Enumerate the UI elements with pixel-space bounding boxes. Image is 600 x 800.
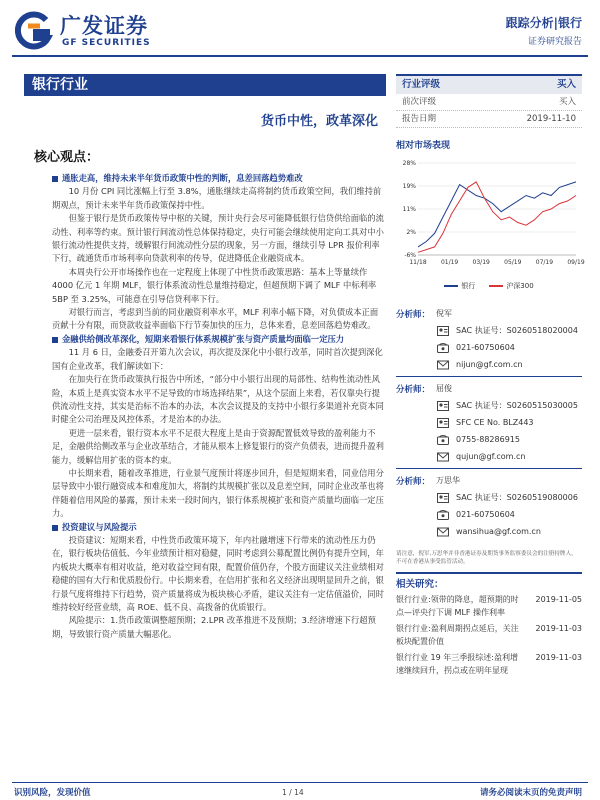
related-title[interactable]: 银行行业:盈利周期拐点延后，关注板块配置价值 (396, 624, 519, 646)
body-paragraph: 但鉴于银行是货币政策传导中枢的关键，预计央行会尽可能降低银行信贷供给面临的流动性、利率等约束。预计银行间流动性总体保持稳定，央行可能会继续使用定向工具对中小银行流动性提供支持，缓解银行间流动性分层的现象，另一方面，继续引导 LPR 报价利率下行，疏通货币市场利率向贷款利率的传导，促进降低企业融资成本。 (52, 213, 384, 264)
analyst-contact[interactable]: wansihua@gf.com.cn (456, 527, 541, 536)
x-tick-label: 07/19 (535, 259, 554, 266)
section-heading: 投资建议与风险提示 (52, 521, 384, 534)
footer-disclaimer-link[interactable]: 请务必阅读末页的免责声明 (479, 788, 582, 798)
logo-name-cn: 广发证券 (60, 14, 148, 38)
related-research-title: 相关研究： (396, 572, 582, 590)
analyst-label: 分析师： (396, 476, 431, 487)
y-tick-label: 28% (402, 160, 416, 167)
analyst-contact: 0755-88286915 (456, 435, 520, 444)
analyst-name-row (396, 472, 582, 489)
y-tick-label: -6% (404, 252, 416, 259)
legend-item (444, 281, 475, 291)
legend-item (489, 281, 533, 291)
x-tick-label: 09/19 (567, 259, 585, 266)
analyst-contact-row (396, 448, 582, 465)
x-tick-label: 01/19 (440, 259, 459, 266)
analyst-contact-row (396, 506, 582, 523)
analyst-contact: 021-60750604 (456, 510, 515, 519)
rating-value: 买入 (556, 79, 576, 90)
body-paragraph: 风险提示：1.货币政策调整超预期；2.LPR 改革推进不及预期；3.经济增速下行超预期，导致银行资产质量大幅恶化。 (52, 615, 376, 639)
body-paragraph: 11 月 6 日，金融委召开第九次会议，再次提及深化中小银行改革，同时首次提到深化国有企业改革，我们解读如下： (52, 347, 383, 371)
body-paragraph: 在加央行在货币政策执行报告中所述，“部分中小银行出现的局部性、结构性流动性风险，本质上是真实资本水平不足导致的市场选择结果”，从这个层面上来看，若仅靠央行提供流动性支持，其实是治标不治本的办法，本次会议提及的支持中小银行多渠道补充资本同时健全公司治理及风控体系，才是治本的办法。 (52, 374, 384, 425)
related-research-item[interactable] (396, 651, 582, 677)
phone-icon (436, 342, 450, 353)
footer-slogan: 识别风险，发现价值 (14, 788, 91, 798)
analyst-contact[interactable]: qujun@gf.com.cn (456, 452, 526, 461)
chart-svg (396, 155, 585, 275)
report-type: 证券研究报告 (527, 37, 582, 47)
analyst-label: 分析师： (396, 309, 431, 320)
legend-label: 银行 (461, 282, 476, 290)
body-paragraph: 10 月份 CPI 同比涨幅上行至 3.8%，通胀继续走高将制约货币政策空间，我们维持前期观点，预计未来半年货币政策保持中性。 (52, 186, 382, 210)
related-title[interactable]: 银行行业:领带的降息，超预期的时点—评央行下调 MLF 操作利率 (396, 595, 519, 617)
sidebar (396, 74, 585, 305)
x-tick-label: 05/19 (504, 259, 522, 266)
email-icon (436, 359, 450, 370)
body-paragraph: 本周央行公开市场操作也在一定程度上体现了中性货币政策思路：基本上等量续作 4000 亿元 1 年期 MLF，银行体系流动性总量维持稳定，但超预期下调了 MLF 中标利率 5BP 至 3.25%，可能意在引导信贷利率下行。 (52, 266, 377, 304)
id-card-icon (436, 325, 450, 336)
legend-label: 沪深300 (506, 282, 534, 290)
analyst-name-row (396, 305, 582, 322)
prev-rating-row (396, 94, 582, 111)
analyst-contact: SAC 执证号：S0260519080006 (456, 493, 578, 502)
analyst-name: 万思华 (436, 476, 460, 485)
industry-banner: 银行行业 (24, 74, 386, 96)
section-heading: 通胀走高，维持未来半年货币政策中性的判断，息差回落趋势难改 (52, 172, 384, 185)
market-performance-title: 相对市场表现 (396, 141, 451, 151)
analyst-contact: SFC CE No. BLZ443 (456, 418, 534, 427)
analyst-separator (396, 376, 582, 377)
series-line-银行 (418, 182, 576, 247)
body-paragraph: 投资建议：短期来看，中性货币政策环境下，年内社融增速下行带来的流动性压力仍在，银行板块估值低、今年业绩预计相对稳健，同时考虑到公募配置比例仍有提升空间，年内板块大概率有相对收益，绝对收益空间有限，配置价值仍存，个股方面建议关注业绩相对稳健的国有大行和优质股份行。中长期来看，在信用扩张和名义经济出现明显回升之前，银行景气度将维持下行趋势，资产质量将成为板块核心矛盾，建议关注有一定估值溢价，同时维持较好经营业绩，高 ROE、低不良、高拨备的优质银行。 (52, 534, 384, 612)
email-icon (436, 526, 450, 537)
id-card-icon (436, 417, 450, 428)
related-date: 2019-11-05 (535, 595, 582, 604)
analyst-contact-row (396, 489, 582, 506)
analyst-separator (396, 468, 582, 469)
prev-rating-value: 买入 (558, 97, 576, 107)
body-paragraph: 更进一层来看，银行资本水平不足很大程度上是由于资源配置低效导致的盈利能力不足，金融供给侧改革与企业改革结合，才能从根本上修复银行的资产负债表，进而提升盈利能力，缓解信用扩张的资本约束。 (52, 427, 384, 465)
analyst-contact-row (396, 356, 582, 373)
report-date-row (396, 111, 582, 128)
analyst-contact[interactable]: nijun@gf.com.cn (456, 360, 523, 369)
analyst-list (396, 305, 582, 540)
analyst-name: 屈俊 (436, 384, 452, 393)
analyst-name-row (396, 380, 582, 397)
phone-icon (436, 434, 450, 445)
analyst-label: 分析师： (396, 384, 431, 395)
body-paragraph: 中长期来看，随着改革推进，行业景气度预计将逐步回升，但是短期来看，同业信用分层导致中小银行融资成本和难度加大，将制约其规模扩张以及息差空间，同时企业改革也将伴随着信用风险的暴露，预计未来一段时间内，银行体系规模扩张和资产质量均面临一定压力。 (52, 467, 384, 519)
gf-logo-icon (14, 12, 54, 52)
relative-performance-chart (396, 155, 585, 305)
email-icon (436, 451, 450, 462)
logo-name-en: GF SECURITIES (62, 38, 151, 48)
analyst-contact: SAC 执证号：S0260515030005 (456, 401, 578, 410)
related-date: 2019-11-03 (535, 653, 582, 662)
chart-legend (396, 281, 582, 291)
related-research-item[interactable] (396, 593, 582, 619)
report-category: 跟踪分析|银行 (505, 16, 582, 30)
analyst-contact: SAC 执证号：S0260518020004 (456, 326, 578, 335)
series-line-沪深300 (418, 182, 576, 252)
rating-header (396, 74, 582, 94)
analyst-contact: 021-60750604 (456, 343, 515, 352)
core-views-heading: 核心观点： (34, 150, 100, 165)
y-tick-label: 19% (402, 183, 416, 190)
footer-divider (12, 782, 588, 783)
related-research (396, 572, 582, 677)
section-heading: 金融供给侧改革深化，短期来看银行体系规模扩张与资产质量均面临一定压力 (52, 333, 384, 346)
related-date: 2019-11-03 (535, 624, 582, 633)
analyst-disclaimer: 请注意，倪军,万思华并非香港证券及期货事务监察委员会的注册持牌人，不可在香港从事受监管活动。 (396, 551, 577, 565)
x-tick-label: 11/18 (409, 259, 427, 266)
id-card-icon (436, 400, 450, 411)
x-tick-label: 03/19 (472, 259, 490, 266)
legend-swatch (489, 285, 503, 287)
report-title: 货币中性，政革深化 (260, 114, 378, 129)
related-research-item[interactable] (396, 622, 582, 648)
prev-rating-label: 前次评级 (402, 97, 437, 107)
legend-swatch (444, 285, 458, 287)
id-card-icon (436, 492, 450, 503)
related-title[interactable]: 银行行业 19 年三季报综述:盈利增速继续回升，拐点或在明年显现 (396, 653, 518, 675)
header-divider (12, 55, 588, 57)
body-paragraph: 对银行而言，考虑到当前的同业融资利率水平，MLF 利率小幅下降，对负债成本正面贡献十分有限，而贷款收益率面临下行节奏加快的压力，总体来看，息差回落趋势难改。 (52, 307, 379, 331)
report-body (52, 172, 384, 641)
analyst-contact-row (396, 431, 582, 448)
analyst-contact-row (396, 414, 582, 431)
analyst-contact-row (396, 322, 582, 339)
rating-label: 行业评级 (402, 79, 441, 90)
y-tick-label: 11% (402, 206, 416, 213)
analyst-contact-row (396, 523, 582, 540)
phone-icon (436, 509, 450, 520)
y-tick-label: 2% (406, 229, 416, 236)
page-number: 1 / 14 (282, 788, 304, 797)
report-date-value: 2019-11-10 (526, 114, 576, 124)
analyst-contact-row (396, 397, 582, 414)
report-date-label: 报告日期 (402, 114, 437, 124)
analyst-contact-row (396, 339, 582, 356)
analyst-name: 倪军 (436, 309, 452, 318)
